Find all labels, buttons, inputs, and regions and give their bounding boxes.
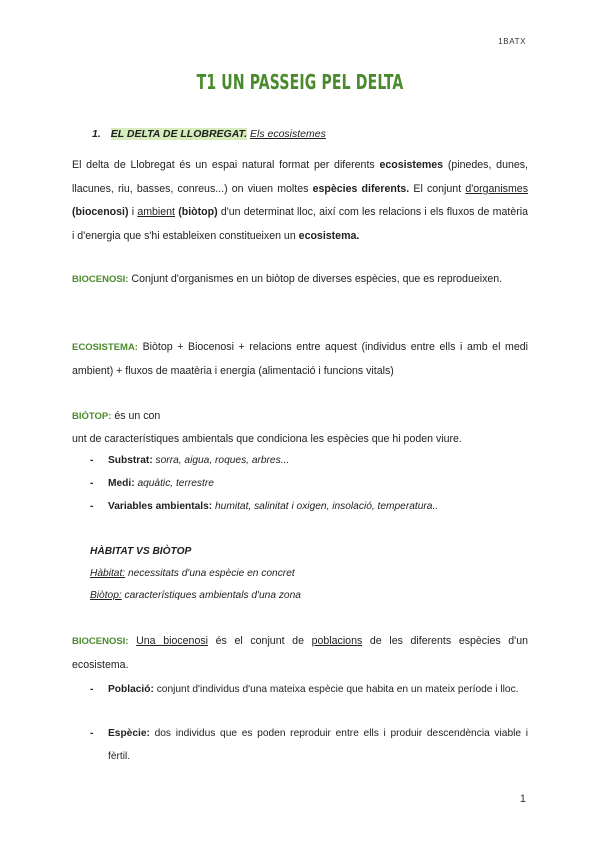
text-run: i xyxy=(128,206,138,218)
bold-term: (biòtop) xyxy=(178,206,218,218)
bold-term: (biocenosi) xyxy=(72,206,129,218)
biotop-text: característiques ambientals d'una zona xyxy=(121,590,301,601)
biotop-definition xyxy=(72,405,528,429)
text-run: de les diferents espècies d'un ecosistema. xyxy=(72,635,528,671)
habitat-label: Hàbitat: xyxy=(90,568,126,579)
bullet-dash: - xyxy=(90,455,94,466)
definition-label: ECOSISTEMA: xyxy=(72,342,138,353)
item-value: humitat, salinitat i oxigen, insolació, temperatura.. xyxy=(212,501,439,512)
item-label: Medi: xyxy=(108,478,135,489)
page-title: T1 UN PASSEIG PEL DELTA xyxy=(196,70,404,94)
bold-term: ecosistema. xyxy=(298,229,360,242)
page-number: 1 xyxy=(519,793,526,805)
underlined-term: poblacions xyxy=(311,635,363,647)
biocenosi-populations xyxy=(72,630,528,677)
ecosistema-definition xyxy=(72,336,528,383)
bullet-dash: - xyxy=(90,728,94,739)
definition-label: BIÒTOP: xyxy=(72,411,112,422)
item-value: dos individus que es poden reproduir entre ells i produir descendència viable i fèrtil. xyxy=(108,728,528,762)
intro-paragraph xyxy=(72,154,528,248)
bold-term: espècies diferents. xyxy=(312,182,410,195)
habitat-heading: HÀBITAT VS BIÒTOP xyxy=(90,546,192,557)
underlined-term: d'organismes xyxy=(465,182,528,195)
text-run: El conjunt xyxy=(409,182,466,195)
definition-text: Biòtop + Biocenosi + relacions entre aquest (individus entre ells i amb el medi ambient) + fluxos de maatèria i energia (alimentació i funcions vitals) xyxy=(72,341,528,377)
habitat-text: necessitats d'una espècie en concret xyxy=(125,568,295,579)
item-label: Variables ambientals: xyxy=(108,501,213,512)
definition-label: BIOCENOSI: xyxy=(72,636,129,647)
item-label: Substrat: xyxy=(108,455,153,466)
definition-text: és un con xyxy=(111,410,161,422)
text-run: El delta de Llobregat és un espai natural format per diferents xyxy=(72,159,380,171)
item-value: conjunt d'individus d'una mateixa espècie que habita en un mateix període i lloc. xyxy=(153,684,519,695)
item-label: Població: xyxy=(108,684,154,695)
bullet-dash: - xyxy=(90,501,94,512)
biocenosi-definition xyxy=(72,268,528,292)
text-run: és el conjunt de xyxy=(207,635,312,647)
text-run: (pinedes, dunes, llacunes, riu, basses, conreus...) on viuen moltes xyxy=(72,159,528,195)
section-number: 1. xyxy=(92,128,101,140)
bold-term: ecosistemes xyxy=(379,159,444,171)
underlined-term: Una biocenosi xyxy=(136,635,208,647)
item-value: sorra, aigua, roques, arbres... xyxy=(152,455,290,466)
text-run xyxy=(128,635,136,647)
item-value: aquàtic, terrestre xyxy=(134,478,214,489)
biotop-definition-continued: unt de característiques ambientals que condiciona les espècies que hi poden viure. xyxy=(72,433,462,445)
text-run: d'un determinat lloc, així com les relacions i els fluxos de matèria i d'energia que s'hi estableixen constitueixen un xyxy=(72,206,528,242)
biotop-label: Biòtop: xyxy=(90,590,122,601)
header-class-label: 1BATX xyxy=(498,37,526,46)
definition-label: BIOCENOSI: xyxy=(72,274,129,285)
underlined-term: ambient xyxy=(137,206,176,218)
section-heading xyxy=(92,128,326,140)
habitat-line xyxy=(90,568,295,579)
biotop-line xyxy=(90,590,301,601)
section-title: EL DELTA DE LLOBREGAT. xyxy=(110,128,248,140)
definition-text: Conjunt d'organismes en un biòtop de diverses espècies, que es reprodueixen. xyxy=(128,273,503,285)
bullet-dash: - xyxy=(90,478,94,489)
bullet-dash: - xyxy=(90,684,94,695)
section-subtitle: Els ecosistemes xyxy=(250,128,326,140)
item-label: Espècie: xyxy=(108,728,150,739)
